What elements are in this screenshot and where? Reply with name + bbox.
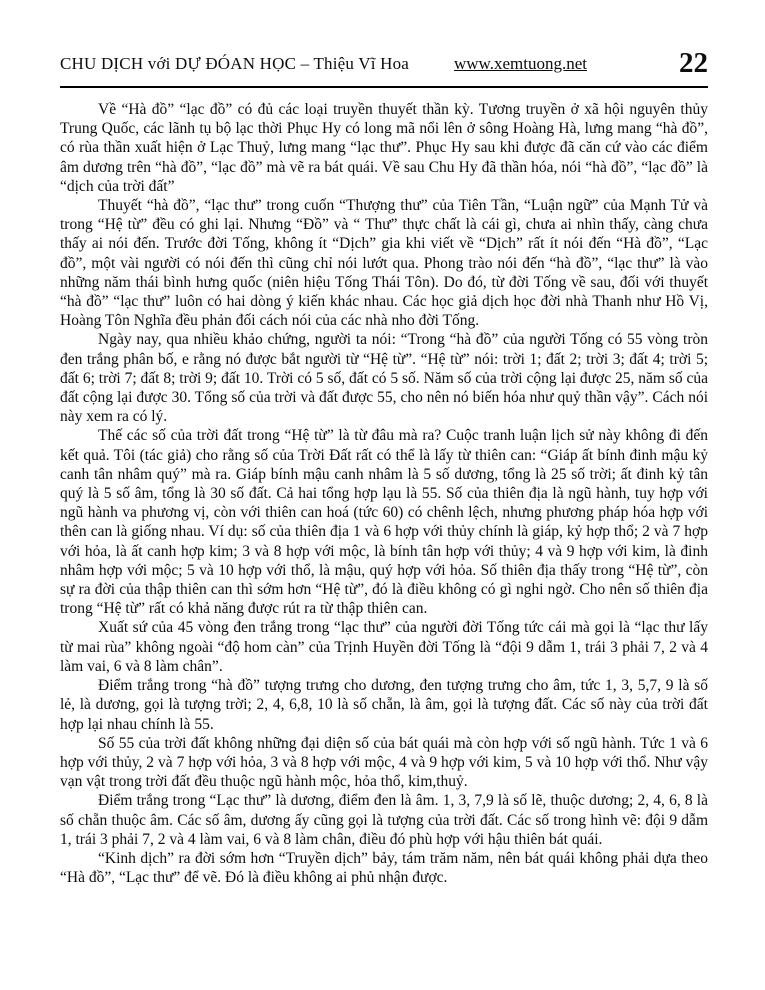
paragraph-7: Số 55 của trời đất không những đại diện số của bát quái mà còn hợp với số ngũ hành. Tức 1 và 6 hợp với thủy, 2 và 7 hợp với hỏa, 3 và 8 hợp với mộc, 4 và 9 hợp với kim, 5 và 10 hợp với thổ. Như vậy vạn vật trong trời đất đều thuộc ngũ hành mộc, hỏa thổ, kim,thuỷ. xyxy=(60,734,708,791)
website-link[interactable]: www.xemtuong.net xyxy=(454,54,587,73)
paragraph-5: Xuất sứ của 45 vòng đen trắng trong “lạc thư” của người đời Tống tức cái mà gọi là “lạc thư lấy từ mai rùa” không ngoài “độ hom càn” của Trịnh Huyền đời Tống là “đội 9 dẫm 1, trái 3 phải 7, 2 và 4 làm vai, 6 và 8 làm chân”. xyxy=(60,619,708,675)
paragraph-6: Điểm trắng trong “hà đồ” tượng trưng cho dương, đen tượng trưng cho âm, tức 1, 3, 5,7, 9 là số lẻ, là dương, gọi là tượng trời; 2, 4, 6,8, 10 là số chẵn, là âm, gọi là tượng đất. Các số này của trời đất hợp lại nhau chính là 55. xyxy=(60,677,708,733)
book-title: CHU DỊCH với DỰ ĐÓAN HỌC – Thiệu Vĩ Hoa xyxy=(60,54,410,73)
paragraph-3: Ngày nay, qua nhiều khảo chứng, người ta nói: “Trong “hà đồ” của người Tống có 55 vòng tròn đen trắng phân bố, e rằng nó được bắt người từ “Hệ từ”. “Hệ từ” nói: trời 1; đất 2; trời 3; đất 4; trời 5; đất 6; trời 7; đất 8; trời 9; đất 10. Trời có 5 số, đất có 5 số. Năm số của trời cộng lại được 25, năm số của đất cộng lại được 30. Tổng số của trời và đất được 55, cho nên nó biến hóa như quỷ thần vậy”. Cách nói này xem ra có lý. xyxy=(60,331,708,426)
paragraph-2: Thuyết “hà đồ”, “lạc thư” trong cuốn “Thượng thư” của Tiên Tần, “Luận ngữ” của Mạnh Tử và trong “Hệ từ” đều có ghi lại. Nhưng “Đồ” và “ Thư” thực chất là cái gì, chưa ai nhìn thấy, càng chưa thấy ai nói đến. Trước đời Tống, không ít “Dịch” gia khi viết về “Dịch” rất ít nói đến “Hà đồ”, “Lạc đồ”, một vài người có nói đến thì cũng chỉ nói lướt qua. Phong trào nói đến “hà đồ”, “lạc thư” là vào những năm thái bình hưng quốc (niên hiệu Tống Thái Tôn). Do đó, từ đời Tống về sau, đối với thuyết “hà đồ” “lạc thư” luôn có hai dòng ý kiến khác nhau. Các học giả dịch học đời nhà Thanh như Hồ Vị, Hoàng Tôn Nghĩa đều phản đối cách nói của các nhà nho đời Tống. xyxy=(60,197,708,330)
page-number: 22 xyxy=(679,47,708,79)
paragraph-9: “Kinh dịch” ra đời sớm hơn “Truyền dịch” bảy, tám trăm năm, nên bát quái không phải dựa theo “Hà đồ”, “Lạc thư” để vẽ. Đó là điều không ai phủ nhận được. xyxy=(60,849,708,887)
paragraph-4: Thế các số của trời đất trong “Hệ từ” là từ đâu mà ra? Cuộc tranh luận lịch sử này không đi đến kết quả. Tôi (tác giả) cho rằng số của Trời Đất rất có thể là lấy từ thiên can: “Giáp ất bính đinh mậu kỷ canh tân nhâm quý” mà ra. Giáp bính mậu canh nhâm là 5 số dương, tổng là 25 số trời; ất đinh kỷ tân quý là 5 số âm, tổng là 30 số đất. Cả hai tổng hợp lạu là 55. Số của thiên địa là ngũ hành, tuy hợp với ngũ hành va phương vị, còn với thiên can hoá (tức 60) có chênh lệch, nhưng phương pháp hóa hợp với thên can là giống nhau. Ví dụ: số của thiên địa 1 và 6 hợp với thủy chính là giáp, kỷ hợp thổ; 2 và 7 hợp với hỏa, là ất canh hợp kim; 3 và 8 hợp với mộc, là bính tân hợp với thủy; 4 và 9 hợp với kim, là đinh nhâm hợp với mộc; 5 và 10 hợp với thổ, là mậu, quý hợp với hỏa. Số thiên địa thấy trong “Hệ từ”, còn sự ra đời của thập thiên can thì sớm hơn “Hệ từ”, đó là điều không có gì nghi ngờ. Cho nên số thiên địa trong “Hệ từ” rất có khả năng được rút ra từ thập thiên can. xyxy=(60,427,708,618)
paragraph-8: Điểm trắng trong “Lạc thư” là dương, điểm đen là âm. 1, 3, 7,9 là số lẽ, thuộc dương; 2, 4, 6, 8 là số chẵn thuộc âm. Các số âm, dương ấy cũng gọi là tượng của trời đất. Các số trong hình vẽ: đội 9 dẫm 1, trái 3 phải 7, 2 và 4 làm vai, 6 và 8 làm chân, điều đó phù hợp với hậu thiên bát quái. xyxy=(60,792,708,848)
page-body xyxy=(60,100,708,887)
page-header xyxy=(60,0,708,88)
paragraph-1: Về “Hà đồ” “lạc đồ” có đủ các loại truyền thuyết thần kỳ. Tương truyền ở xã hội nguyên thủy Trung Quốc, các lãnh tụ bộ lạc thời Phục Hy có long mã nổi lên ở sông Hoàng Hà, lưng mang “hà đồ”, có rùa thần xuất hiện ở Lạc Thuỷ, lưng mang “lạc thư”. Phục Hy sau khi được đã căn cứ vào các điểm âm dương trên “hà đồ”, “lạc đồ” mà vẽ ra bát quái. Về sau Chu Hy đã thần hóa, nói “hà đồ”, “lạc đồ” là “dịch của trời đất” xyxy=(60,101,708,195)
